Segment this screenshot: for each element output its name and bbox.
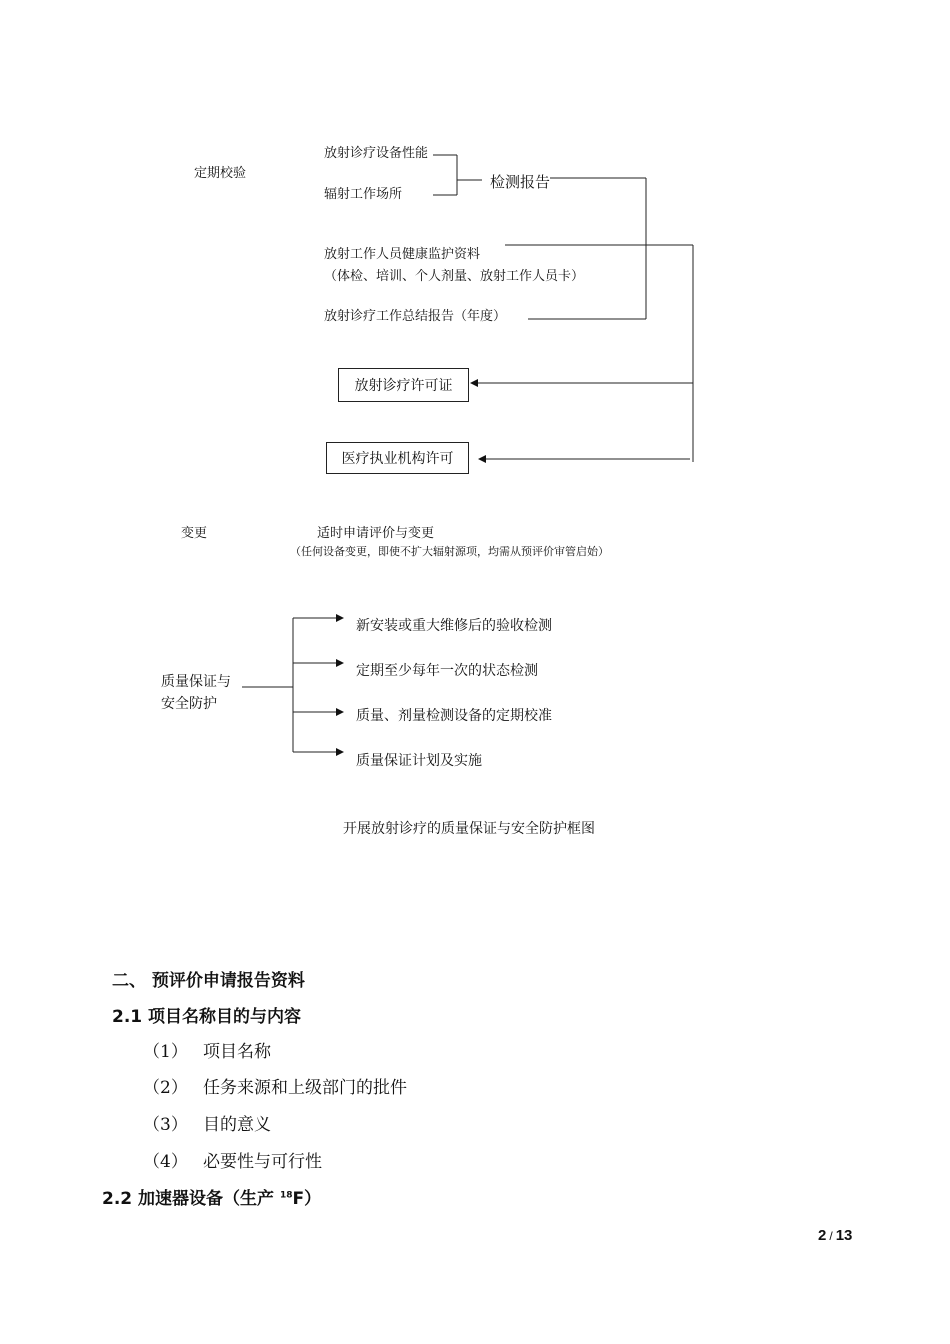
change-note: （任何设备变更，即使不扩大辐射源项，均需从预评价审管启始） (290, 545, 609, 558)
health-records-detail: （体检、培训、个人剂量、放射工作人员卡） (324, 269, 585, 284)
page-total: 13 (835, 1227, 853, 1244)
page-current: 2 (818, 1227, 827, 1244)
list-number: （1） (143, 1042, 188, 1062)
change-title: 适时申请评价与变更 (317, 526, 435, 541)
subsection-heading-2 (102, 1184, 321, 1209)
subsection-2-prefix: 2.2 加速器设备（生产 (102, 1189, 280, 1209)
change-label: 变更 (181, 526, 208, 541)
list-number: （2） (143, 1078, 188, 1098)
inspection-report-label: 检测报告 (490, 173, 551, 191)
periodic-check-label: 定期校验 (194, 166, 247, 181)
license-box: 放射诊疗许可证 (338, 368, 469, 402)
page-number (818, 1227, 852, 1244)
page-separator: / (829, 1229, 833, 1243)
qa-item: 质量、剂量检测设备的定期校准 (356, 708, 552, 724)
list-number: （3） (143, 1115, 188, 1135)
isotope-superscript: 18 (279, 1190, 293, 1201)
list-item: 目的意义 (203, 1115, 271, 1135)
list-item: 必要性与可行性 (203, 1152, 322, 1172)
list-item: 项目名称 (203, 1042, 271, 1062)
health-records-label: 放射工作人员健康监护资料 (324, 247, 481, 262)
qa-label-line1: 质量保证与 (161, 674, 231, 690)
workplace-label: 辐射工作场所 (324, 187, 403, 202)
qa-label-line2: 安全防护 (161, 696, 217, 712)
qa-item: 质量保证计划及实施 (356, 753, 482, 769)
subsection-heading: 2.1 项目名称目的与内容 (112, 1007, 302, 1027)
qa-item: 新安装或重大维修后的验收检测 (356, 618, 552, 634)
equipment-performance-label: 放射诊疗设备性能 (324, 146, 429, 161)
institution-license-box: 医疗执业机构许可 (326, 442, 469, 474)
subsection-2-suffix: F） (292, 1189, 322, 1209)
list-item: 任务来源和上级部门的批件 (203, 1078, 407, 1098)
list-number: （4） (143, 1152, 188, 1172)
section-heading: 二、 预评价申请报告资料 (112, 971, 305, 991)
figure-caption: 开展放射诊疗的质量保证与安全防护框图 (343, 821, 595, 837)
qa-item: 定期至少每年一次的状态检测 (356, 663, 538, 679)
annual-summary-label: 放射诊疗工作总结报告（年度） (324, 309, 507, 324)
